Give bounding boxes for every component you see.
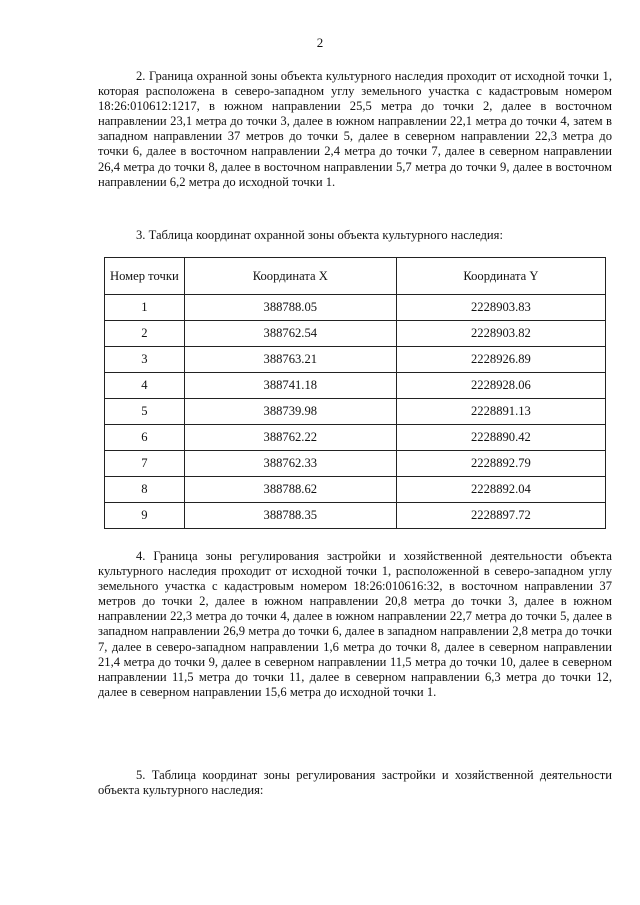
point-number-cell: 4	[105, 373, 185, 399]
section-5-paragraph	[98, 768, 612, 798]
coordinate-x-cell: 388762.54	[184, 321, 396, 347]
point-number-cell: 7	[105, 451, 185, 477]
table-row	[105, 399, 606, 425]
page-number: 2	[316, 35, 324, 50]
table-row	[105, 503, 606, 529]
table-row	[105, 347, 606, 373]
coordinate-y-cell: 2228891.13	[396, 399, 605, 425]
point-number-cell: 1	[105, 295, 185, 321]
point-number-cell: 5	[105, 399, 185, 425]
coordinate-x-cell: 388741.18	[184, 373, 396, 399]
coordinate-x-cell: 388762.22	[184, 425, 396, 451]
section-3-text: 3. Таблица координат охранной зоны объекта культурного наследия:	[136, 228, 503, 242]
point-number-cell: 3	[105, 347, 185, 373]
coordinate-y-cell: 2228928.06	[396, 373, 605, 399]
table-row	[105, 477, 606, 503]
header-coordinate-y: Координата Y	[396, 258, 605, 295]
section-2-paragraph	[98, 69, 612, 190]
section-5-text: 5. Таблица координат зоны регулирования застройки и хозяйственной деятельности объекта культурного наследия:	[98, 768, 612, 798]
coordinate-y-cell: 2228890.42	[396, 425, 605, 451]
coordinate-x-cell: 388762.33	[184, 451, 396, 477]
table-row	[105, 451, 606, 477]
coordinate-y-cell: 2228892.04	[396, 477, 605, 503]
header-coordinate-x: Координата X	[184, 258, 396, 295]
point-number-cell: 9	[105, 503, 185, 529]
table-row	[105, 373, 606, 399]
point-number-cell: 2	[105, 321, 185, 347]
table-header-row	[105, 258, 606, 295]
table-row	[105, 425, 606, 451]
coordinate-y-cell: 2228903.83	[396, 295, 605, 321]
section-2-text: 2. Граница охранной зоны объекта культурного наследия проходит от исходной точки 1, которая расположена в северо-западном углу земельного участка с кадастровым номером 18:26:010612:1217, в южном направлении 25,5 метра до точки 2, далее в восточном направлении 23,1 метра до точки 3, далее в южном направлении 22,1 метра до точки 4, затем в западном направлении 37 метров до точки 5, далее в северном направлении 22,3 метра до точки 6, далее в восточном направлении 2,4 метра до точки 7, далее в северном направлении 26,4 метра до точки 8, далее в восточном направлении 5,7 метра до точки 9, далее в восточном направлении 6,2 метра до исходной точки 1.	[98, 69, 612, 189]
coordinate-y-cell: 2228903.82	[396, 321, 605, 347]
table-row	[105, 321, 606, 347]
coordinate-y-cell: 2228897.72	[396, 503, 605, 529]
coordinate-x-cell: 388788.05	[184, 295, 396, 321]
section-3-paragraph	[98, 228, 612, 243]
header-point-number: Номер точки	[105, 258, 185, 295]
coordinate-y-cell: 2228926.89	[396, 347, 605, 373]
section-4-text: 4. Граница зоны регулирования застройки и хозяйственной деятельности объекта культурного наследия проходит от исходной точки 1, расположенной в северо-западном углу земельного участка с кадастровым номером 18:26:010616:32, в восточном направлении 37 метров до точки 2, далее в южном направлении 20,8 метра до точки 3, далее в южном направлении 22,3 метра до точки 4, далее в южном направлении 22,7 метра до точки 5, далее в западном направлении 26,9 метра до точки 6, далее в западном направлении 2,8 метра до точки 7, далее в северо-западном направлении 1,6 метра до точки 8, далее в северном направлении 21,4 метра до точки 9, далее в северном направлении 11,5 метра до точки 10, далее в северном направлении 11,5 метра до точки 11, далее в северном направлении 6,3 метра до точки 12, далее в северном направлении 15,6 метра до исходной точки 1.	[98, 549, 612, 699]
coordinate-y-cell: 2228892.79	[396, 451, 605, 477]
coordinate-x-cell: 388763.21	[184, 347, 396, 373]
table-row	[105, 295, 606, 321]
coordinates-table	[104, 257, 606, 529]
point-number-cell: 6	[105, 425, 185, 451]
section-4-paragraph	[98, 549, 612, 700]
point-number-cell: 8	[105, 477, 185, 503]
coordinate-x-cell: 388739.98	[184, 399, 396, 425]
coordinate-x-cell: 388788.35	[184, 503, 396, 529]
coordinate-x-cell: 388788.62	[184, 477, 396, 503]
